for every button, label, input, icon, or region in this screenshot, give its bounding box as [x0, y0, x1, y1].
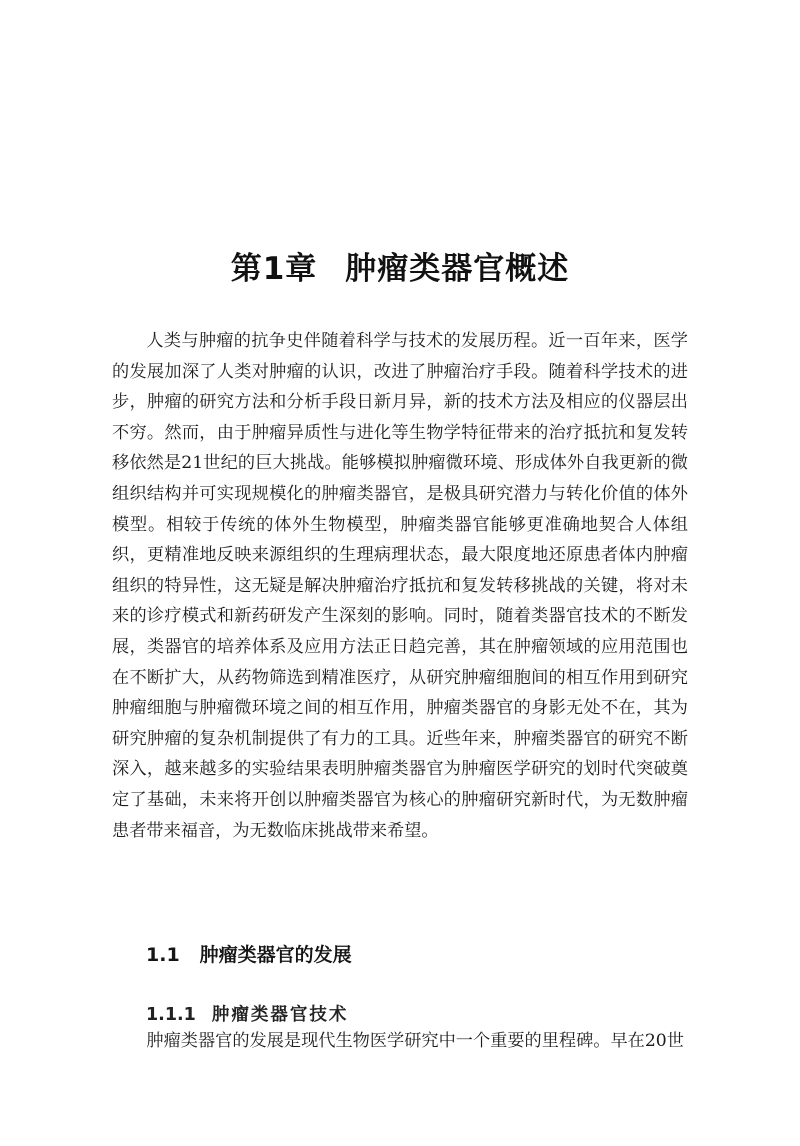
subsection-number: 1.1.1 [146, 1004, 196, 1025]
chapter-number: 第1章 [230, 250, 318, 287]
section-title-text: 肿瘤类器官的发展 [199, 943, 352, 966]
chapter-title-text: 肿瘤类器官概述 [345, 250, 570, 287]
body-paragraph: 肿瘤类器官的发展是现代生物医学研究中一个重要的里程碑。早在20世 [146, 1031, 684, 1051]
subsection-title-text: 肿瘤类器官技术 [211, 1004, 349, 1025]
section-heading [146, 940, 352, 967]
chapter-title [0, 243, 800, 288]
section-number: 1.1 [146, 943, 180, 966]
intro-paragraph: 人类与肿瘤的抗争史伴随着科学与技术的发展历程。近一百年来，医学的发展加深了人类对肿瘤的认识，改进了肿瘤治疗手段。随着科学技术的进步，肿瘤的研究方法和分析手段日新月异，新的技术方法及相应的仪器层出不穷。然而，由于肿瘤异质性与进化等生物学特征带来的治疗抵抗和复发转移依然是21世纪的巨大挑战。能够模拟肿瘤微环境、形成体外自我更新的微组织结构并可实现规模化的肿瘤类器官，是极具研究潜力与转化价值的体外模型。相较于传统的体外生物模型，肿瘤类器官能够更准确地契合人体组织，更精准地反映来源组织的生理病理状态，最大限度地还原患者体内肿瘤组织的特异性，这无疑是解决肿瘤治疗抵抗和复发转移挑战的关键，将对未来的诊疗模式和新药研发产生深刻的影响。同时，随着类器官技术的不断发展，类器官的培养体系及应用方法正日趋完善，其在肿瘤领域的应用范围也在不断扩大，从药物筛选到精准医疗，从研究肿瘤细胞间的相互作用到研究肿瘤细胞与肿瘤微环境之间的相互作用，肿瘤类器官的身影无处不在，其为研究肿瘤的复杂机制提供了有力的工具。近些年来，肿瘤类器官的研究不断深入，越来越多的实验结果表明肿瘤类器官为肿瘤医学研究的划时代突破奠定了基础，未来将开创以肿瘤类器官为核心的肿瘤研究新时代，为无数肿瘤患者带来福音，为无数临床挑战带来希望。 [112, 331, 688, 841]
subsection-heading [146, 1001, 348, 1026]
